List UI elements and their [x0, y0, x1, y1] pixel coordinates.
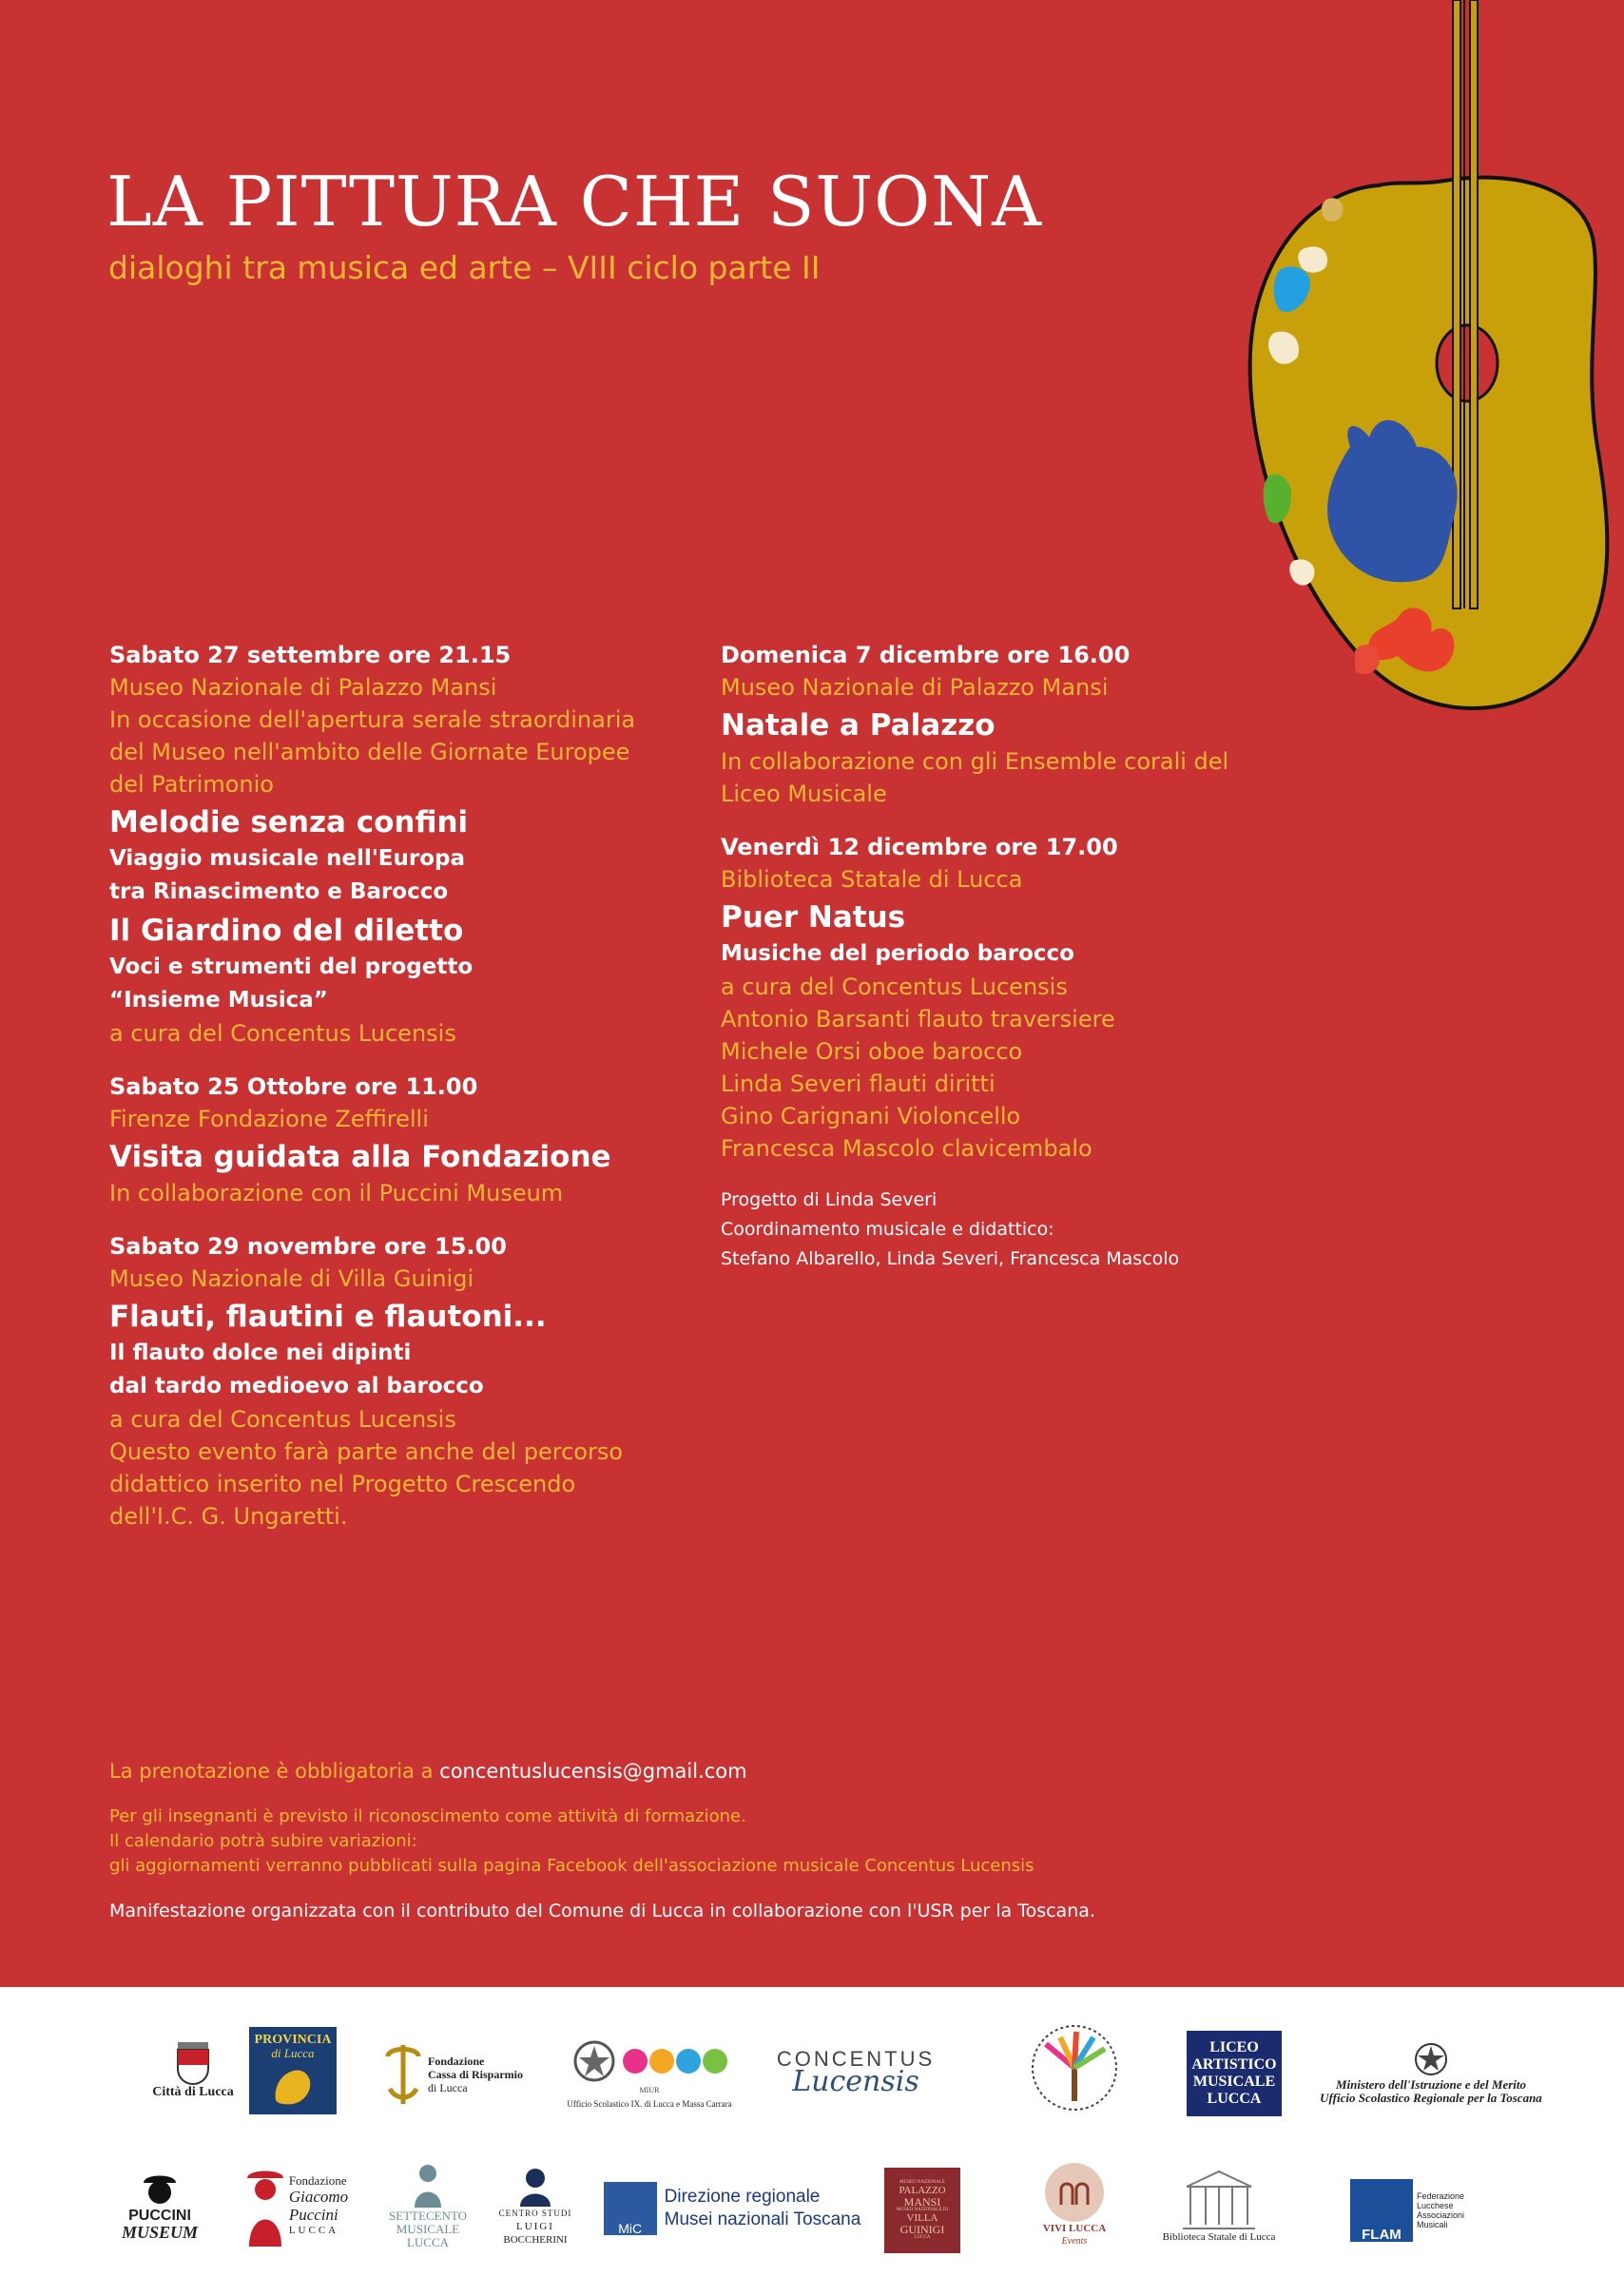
logo-text: di Lucca	[427, 2081, 468, 2094]
logo-text: MUSEO NAZIONALE DI	[896, 2208, 949, 2212]
credit-line: Stefano Albarello, Linda Severi, Francesca Mascolo	[721, 1248, 1180, 1269]
event-title: Natale a Palazzo	[721, 708, 996, 743]
credit-line: Progetto di Linda Severi	[721, 1189, 938, 1210]
logo-settecento-musicale	[371, 2153, 485, 2258]
event-subtitle-line: Voci e strumenti del progetto	[109, 955, 474, 979]
logo-text: Musei nazionali Toscana	[664, 2209, 861, 2229]
logo-text: Fondazione	[288, 2173, 347, 2188]
event-note-line: a cura del Concentus Lucensis	[109, 1406, 456, 1433]
logo-text: ARTISTICO	[1191, 2056, 1277, 2073]
event-note-line: Liceo Musicale	[721, 781, 887, 807]
cream-paint-blob-3	[1289, 559, 1314, 585]
event-title: Flauti, flautini e flautoni...	[109, 1300, 547, 1334]
logo-text: Federazione	[1416, 2191, 1465, 2201]
event-note-line: Linda Severi flauti diritti	[721, 1071, 996, 1097]
page-subtitle: dialoghi tra musica ed arte – VIII ciclo parte II	[108, 249, 821, 286]
event-5	[721, 831, 1329, 1165]
logo-text: LUIGI	[516, 2221, 554, 2232]
logo-text: Cassa di Risparmio	[427, 2068, 523, 2081]
event-date: Domenica 7 dicembre ore 16.00	[721, 642, 1131, 668]
logo-text: di Lucca	[271, 2046, 315, 2060]
info-line: gli aggiornamenti verranno pubblicati sulla pagina Facebook dell'associazione musicale Concentus Lucensis	[109, 1856, 1034, 1876]
project-credits	[721, 1186, 1329, 1274]
event-note-line: Antonio Barsanti flauto traversiere	[721, 1006, 1115, 1032]
logo-text: FLAM	[1362, 2227, 1402, 2243]
logo-direzione-musei	[594, 2172, 870, 2244]
logo-text: PROVINCIA	[254, 2033, 332, 2047]
event-2	[109, 1071, 718, 1209]
booking-text: La prenotazione è obbligatoria a	[109, 1760, 440, 1783]
logo-text: Lucchese	[1416, 2201, 1454, 2210]
logo-miur	[550, 2036, 749, 2113]
event-subtitle-line: Musiche del periodo barocco	[721, 941, 1074, 966]
logo-biblioteca-statale	[1162, 2158, 1276, 2253]
event-place: Firenze Fondazione Zeffirelli	[109, 1106, 429, 1132]
violinist-icon	[401, 2162, 454, 2209]
logo-text: MANSI	[903, 2195, 941, 2209]
logo-text: LICEO	[1209, 2039, 1259, 2055]
anchor-cross-icon	[382, 2041, 424, 2108]
tan-paint-blob	[1322, 198, 1344, 222]
logo-palazzo-mansi-villa-guinigi	[884, 2168, 960, 2253]
logo-text: Events	[1061, 2236, 1088, 2247]
events-right-column	[721, 639, 1329, 1295]
arches-icon	[1057, 2178, 1092, 2207]
events-left-column	[109, 639, 718, 1553]
page-title: LA PITTURA CHE SUONA	[106, 162, 1043, 241]
logo-text: PALAZZO	[899, 2185, 946, 2196]
logo-text: CENTRO STUDI	[498, 2209, 572, 2218]
logo-text: MIUR	[639, 2086, 660, 2094]
event-note-line: In collaborazione con gli Ensemble corali del	[721, 748, 1229, 775]
event-note-line: a cura del Concentus Lucensis	[721, 974, 1068, 1000]
booking-email-link[interactable]: concentuslucensis@gmail.com	[439, 1760, 747, 1783]
coat-of-arms-icon	[170, 2036, 216, 2086]
republic-emblem-icon	[1412, 2040, 1450, 2078]
info-block	[109, 1804, 1517, 1879]
logo-concentus-lucensis	[761, 2035, 951, 2115]
event-4	[721, 639, 1329, 810]
logo-text: Associazioni	[1416, 2210, 1464, 2220]
logo-vivi-lucca	[1036, 2158, 1112, 2253]
logo-text: Biblioteca Statale di Lucca	[1162, 2231, 1276, 2243]
logo-ministero	[1293, 2025, 1569, 2120]
info-line: Il calendario potrà subire variazioni:	[109, 1831, 417, 1851]
info-line: Per gli insegnanti è previsto il riconoscimento come attività di formazione.	[109, 1806, 746, 1826]
event-credit: a cura del Concentus Lucensis	[109, 1020, 456, 1047]
logo-text: MUSEUM	[121, 2223, 199, 2242]
logo-text: LUCCA	[406, 2235, 450, 2249]
event-subtitle-line: dal tardo medioevo al barocco	[109, 1374, 484, 1399]
footer	[109, 1757, 1517, 1924]
logo-text: LUCCA	[1207, 2091, 1262, 2107]
logo-fondazione-puccini	[233, 2153, 357, 2258]
logo-text: Città di Lucca	[152, 2085, 234, 2099]
organization-line: Manifestazione organizzata con il contributo del Comune di Lucca in collaborazione con l'USR per la Toscana.	[109, 1900, 1095, 1921]
event-place: Museo Nazionale di Palazzo Mansi	[109, 674, 497, 701]
event-title: Melodie senza confini	[109, 805, 469, 839]
logo-text: MUSICALE	[396, 2222, 460, 2236]
tree-icon	[1017, 2020, 1131, 2115]
logo-fondazione-cassa	[377, 2036, 529, 2113]
mic-logo-text: MiC	[618, 2220, 643, 2236]
event-note-line: Francesca Mascolo clavicembalo	[721, 1135, 1092, 1162]
event-1	[109, 639, 718, 1050]
event-subtitle-line: tra Rinascimento e Barocco	[109, 879, 449, 904]
library-building-icon	[1179, 2168, 1259, 2230]
logo-text: PUCCINI	[128, 2208, 191, 2224]
logo-text: Puccini	[288, 2206, 338, 2224]
logo-text: Ufficio Scolastico Regionale per la Toscana	[1320, 2091, 1542, 2105]
logo-tree-of-music	[1008, 2016, 1141, 2120]
event-date: Sabato 29 novembre ore 15.00	[109, 1233, 507, 1260]
logo-citta-di-lucca	[150, 2025, 236, 2111]
panther-icon	[266, 2060, 319, 2108]
event-place: Museo Nazionale di Villa Guinigi	[109, 1265, 474, 1292]
logo-text: BOCCHERINI	[503, 2234, 568, 2246]
event-note-line: Gino Carignani Violoncello	[721, 1103, 1021, 1129]
republic-emblem-icon	[571, 2038, 617, 2084]
event-note-line: didattico inserito nel Progetto Crescendo	[109, 1471, 576, 1497]
logo-provincia-lucca	[249, 2027, 337, 2114]
event-date: Sabato 25 Ottobre ore 11.00	[109, 1073, 478, 1100]
logo-text: Musicali	[1416, 2220, 1448, 2229]
logo-text: Giacomo	[288, 2188, 349, 2206]
event-note-line: del Patrimonio	[109, 771, 274, 798]
event-date: Venerdì 12 dicembre ore 17.00	[721, 834, 1118, 860]
logo-text: LUCCA	[288, 2225, 339, 2236]
event-subtitle-line: “Insieme Musica”	[109, 988, 328, 1013]
event-title: Puer Natus	[721, 900, 906, 935]
boccherini-portrait-icon	[516, 2165, 554, 2207]
event-title: Il Giardino del diletto	[109, 914, 464, 948]
logo-text: Fondazione	[427, 2055, 485, 2068]
event-date: Sabato 27 settembre ore 21.15	[109, 642, 512, 668]
palette-guitar-illustration	[1236, 0, 1624, 742]
logo-text: GUINIGI	[899, 2223, 945, 2236]
logo-text: VILLA	[906, 2212, 938, 2224]
event-note-line: Michele Orsi oboe barocco	[721, 1038, 1023, 1065]
event-note-line: Questo evento farà parte anche del percorso	[109, 1438, 624, 1465]
logo-text: CONCENTUS	[776, 2046, 936, 2071]
logo-text: VIVI LUCCA	[1042, 2223, 1107, 2234]
logo-text: Direzione regionale	[664, 2186, 821, 2207]
logo-centro-boccherini	[493, 2153, 578, 2258]
logo-text: MUSICALE	[1192, 2074, 1276, 2090]
event-subtitle-line: Viaggio musicale nell'Europa	[109, 846, 465, 871]
puccini-portrait-icon	[136, 2170, 184, 2209]
logo-liceo-artistico	[1187, 2031, 1282, 2116]
event-note-line: del Museo nell'ambito delle Giornate Europee	[109, 739, 630, 765]
event-title: Visita guidata alla Fondazione	[109, 1140, 611, 1174]
sponsor-logos-bar	[0, 1987, 1624, 2296]
event-place: Museo Nazionale di Palazzo Mansi	[721, 674, 1109, 701]
logo-text: SETTECENTO	[388, 2209, 468, 2223]
logo-flam	[1336, 2168, 1479, 2253]
booking-line	[109, 1757, 1517, 1785]
event-note-line: dell'I.C. G. Ungaretti.	[109, 1503, 348, 1530]
logo-text: LUCCA	[914, 2235, 931, 2240]
logo-puccini-museum	[112, 2158, 207, 2253]
event-note-line: In occasione dell'apertura serale straordinaria	[109, 706, 636, 733]
credit-line: Coordinamento musicale e didattico:	[721, 1219, 1054, 1240]
event-3	[109, 1230, 718, 1533]
event-subtitle-line: Il flauto dolce nei dipinti	[109, 1341, 412, 1365]
logo-text: Ufficio Scolastico IX. di Lucca e Massa Carrara	[567, 2099, 732, 2109]
event-note-line: In collaborazione con il Puccini Museum	[109, 1180, 564, 1206]
logo-text: MUSEO NAZIONALE	[899, 2180, 945, 2185]
puccini-silhouette-icon	[242, 2163, 289, 2248]
logo-text: Lucensis	[792, 2064, 919, 2098]
event-place: Biblioteca Statale di Lucca	[721, 866, 1023, 893]
logo-text: Ministero dell'Istruzione e del Merito	[1335, 2077, 1527, 2092]
